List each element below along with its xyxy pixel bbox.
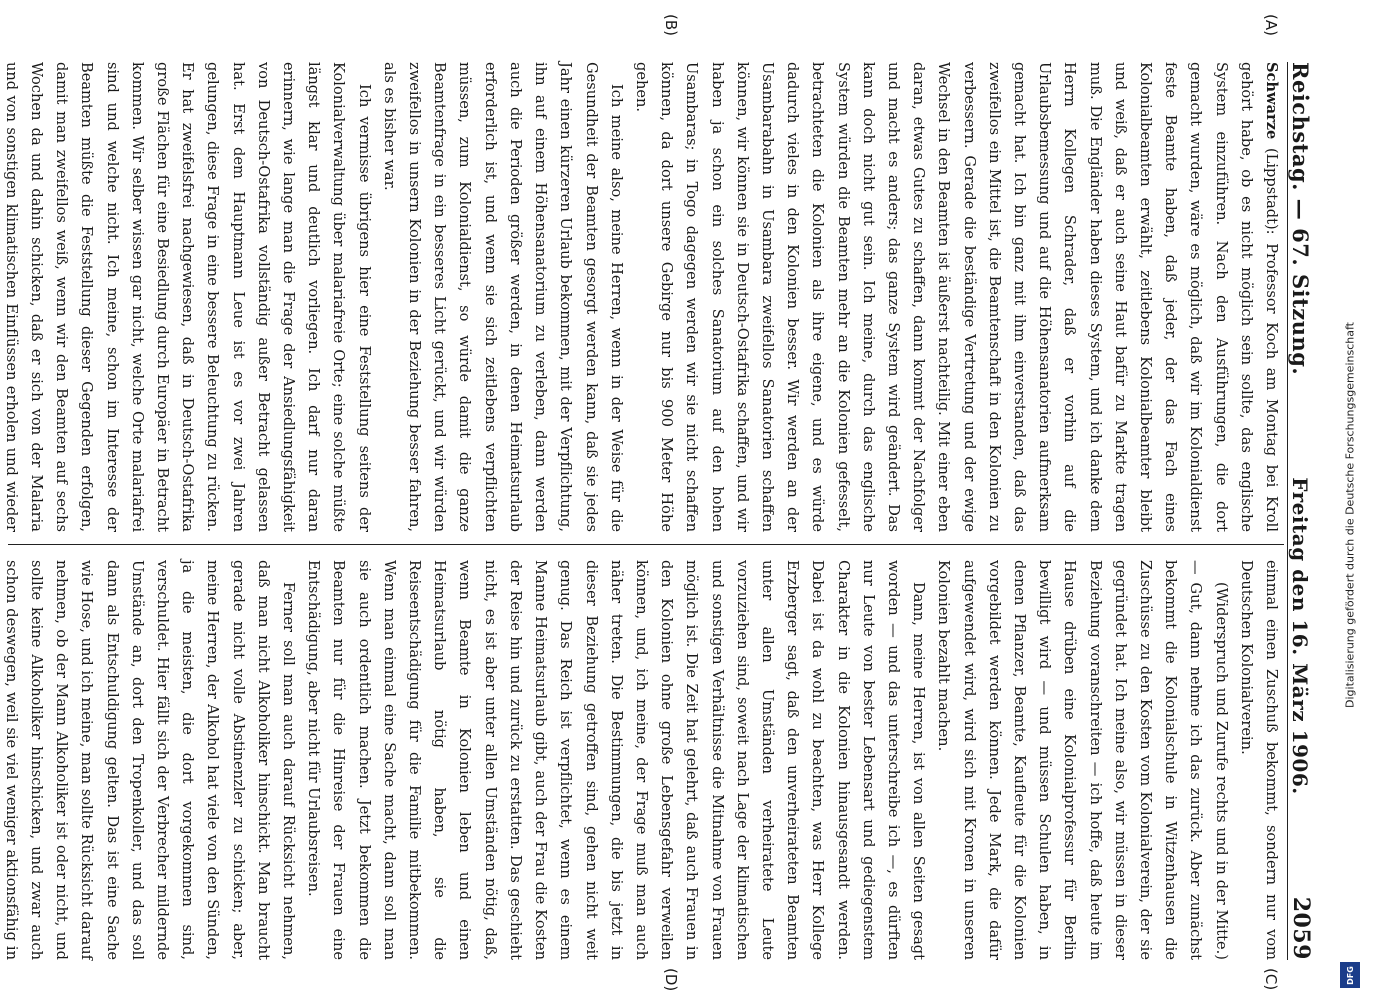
left-column (2, 62, 1284, 532)
page-date: Freitag den 16. März 1906. (1288, 477, 1312, 795)
paragraph: Ich vermisse übrigens hier eine Feststellung seitens der Kolonialverwaltung über malariafreie Orte; eine solche müßte längst klar und deutlich vorliegen. Ich darf nur daran erinnern, wie lange man die Frage der Ansiedlungsfähigkeit von Deutsch-Ostafrika vollständig außer Betracht gelassen hat. Erst dem Hauptmann Leue ist es vor zwei Jahren gelungen, diese Frage in eine bessere Beleuchtung zu rücken. Er hat zweifelsfrei nachgewiesen, daß in Deutsch-Ostafrika große Flächen für eine Besiedlung durch Europäer in Betracht kommen. Wir selber wissen gar nicht, welche Orte malariafrei sind und welche nicht. Ich meine, schon im Interesse der Beamten müßte die Feststellung dieser Gegenden erfolgen, damit man zweifellos weiß, wenn wir den Beamten auf sechs Wochen da und dahin schicken, daß er sich von der Malaria und von sonstigen klimatischen Einflüssen erholen und wieder (2, 62, 373, 532)
right-column (2, 560, 1284, 960)
digitization-note (1338, 40, 1362, 990)
page-title: Reichstag. — 67. Sitzung. (1288, 62, 1313, 376)
paragraph: (Widerspruch und Zurufe rechts und in der Mitte.) — Gut, dann nehme ich das zurück. Aber zunächst bekommt die Kolonialschule in Witzenhausen die Zuschüsse zu den Kosten vom Kolonialverein, der sie gegründet hat. Ich meine also, wir müssen in dieser Beziehung voranschreiten — ich hoffe, daß heute im Hause drüben eine Kolonialprofessur für Berlin bewilligt wird — und müssen Schulen haben, in denen Pflanzer, Beamte, Kaufleute für die Kolonien vorgebildet werden können. Jede Mark, die dafür aufgewendet wird, wird sich mit Kronen in unseren Kolonien bezahlt machen. (935, 560, 1230, 960)
margin-marker-d: (D) (662, 968, 680, 992)
paragraph-text: Professor Koch am Montag bei Kroll gehört habe, ob es nicht möglich sein sollte, das englische System einzuführen. Nach den Ausführungen, die dort gemacht wurden, wäre es möglich, daß wir im Kolonialdienst feste Beamte haben, daß jeder, der das Fach eines Kolonialbeamten erwählt, zeitlebens Kolonialbeamter bleibt und weiß, daß er auch seine Haut bafür zu Markte tragen muß. Die Engländer haben dieses System, und ich danke dem Herrn Kollegen Schrader, daß er vorhin auf die Urlaubsbemessung und auf die Höhensanatorien aufmerksam gemacht hat. Ich bin ganz mit ihm einverstanden, daß das zweifellos ein Mittel ist, die Beamtenschaft in den Kolonien zu verbessern. Gerade die beständige Vertretung und der ewige Wechsel in den Beamten ist äußerst nachteilig. Mit einer eben daran, etwas Gutes zu schaffen, dann kommt der Nachfolger und macht es anders; das ganze System wird geändert. Das kann doch nicht gut sein. Ich meine, durch das englische System würden die Beamten mehr an die Kolonien gefesselt, betrachteten die Kolonien als ihre eigene, und es würde dadurch vieles in den Kolonien besser. Wir werden an der Usambarabahn in Usambara zweifellos Sanatorien schaffen können, wir können sie in Deutsch-Ostafrika schaffen, und wir haben ja schon ein solches Sanatorium auf den hohen Usambaras; in Togo dagegen werden wir sie nicht schaffen können, da dort unsere Gebirge nur bis 900 Meter Höhe gehen. (632, 62, 1280, 532)
column-divider (8, 544, 1284, 545)
digitization-note-text: Digitalisierung gefördert durch die Deutsche Forschungsgemeinschaft (1343, 322, 1357, 708)
paragraph (629, 62, 1284, 532)
page-number: 2059 (1288, 896, 1314, 960)
paragraph: Dann, meine Herren, ist von allen Seiten gesagt worden — und das unterschreibe ich —, es dürften nur Leute von bester Lebensart und gediegenstem Charakter in die Kolonien hinausgesandt werden. Dabei ist da wohl zu beachten, was Herr Kollege Erzberger sagt, daß den unverheirateten Beamten unter allen Umständen verheiratete Leute vorzuziehen sind, soweit nach Lage der klimatischen und sonstigen Verhältnisse die Mitnahme von Frauen möglich ist. Die Zeit hat gelehrt, daß auch Frauen in den Kolonien ohne große Lebensgefahr verweilen können, und, ich meine, der Frage muß man auch näher treten. Die Bestimmungen, die bis jetzt in dieser Beziehung getroffen sind, gehen nicht weit genug. Das Reich ist verpflichtet, wenn es einem Manne Heimatsurlaub gibt, auch der Frau die Kosten der Reise hin und zurück zu erstatten. Das geschieht nicht, es ist aber unter allen Umständen nötig, daß, wenn Beamte in Kolonien leben und einen Heimatsurlaub nötig haben, sie die Reiseentschädigung für die Familie mitbekommen. Wenn man einmal eine Sache macht, dann soll man sie auch ordentlich machen. Jetzt bekommen die Beamten nur für die Hinreise der Frauen eine Entschädigung, aber nicht für Urlaubsreisen. (305, 560, 928, 960)
speaker-suffix: (Lippstadt): (1263, 139, 1280, 235)
margin-marker-a: (A) (1262, 14, 1280, 36)
dfg-logo (1340, 962, 1360, 988)
paragraph: Ich meine also, meine Herren, wenn in der Weise für die Gesundheit der Beamten gesorgt werden kann, daß sie jedes Jahr einen kürzeren Urlaub bekommen, mit der Verpflichtung, ihn auf einem Höhensanatorium zu verleben, dann werden auch die Perioden größer werden, in denen Heimatsurlaub erforderlich ist, und wenn sie sich zeitlebens verpflichten müssen, zum Kolonialdienst, so würde damit die ganze Beamtenfrage in ein besseres Licht gerückt, und wir würden zweifellos in unsern Kolonien in der Beziehung besser fahren, als es bisher war. (380, 62, 625, 532)
margin-marker-b: (B) (662, 14, 680, 36)
dfg-logo-text: DFG (1345, 965, 1355, 985)
page-header (1287, 62, 1322, 960)
paragraph: einmal einen Zuschuß bekommt, sondern nur vom Deutschen Kolonialverein. (1237, 560, 1280, 960)
margin-marker-c: (C) (1262, 968, 1280, 991)
speaker-name: Schwarze (1263, 62, 1280, 140)
paragraph: Ferner soll man auch darauf Rücksicht nehmen, daß man nicht Alkoholiker hinschickt. Man braucht gerade nicht volle Abstinenzler zu schicken; aber, meine Herren, der Alkohol hat viele von den Sünden, ja die meisten, die dort vorgekommen sind, verschuldet. Hier fällt sich der Verbrecher mildernde Umstände an, dort den Tropenkoller, und das soll dann als Entschuldigung gelten. Das ist eine Sache wie Hose, und ich meine, man sollte Rücksicht darauf nehmen, ob der Mann Alkoholiker ist oder nicht, und sollte keine Alkoholiker hinschicken, und zwar auch schon deswegen, weil sie viel weniger aktionsfähig in (2, 560, 298, 960)
